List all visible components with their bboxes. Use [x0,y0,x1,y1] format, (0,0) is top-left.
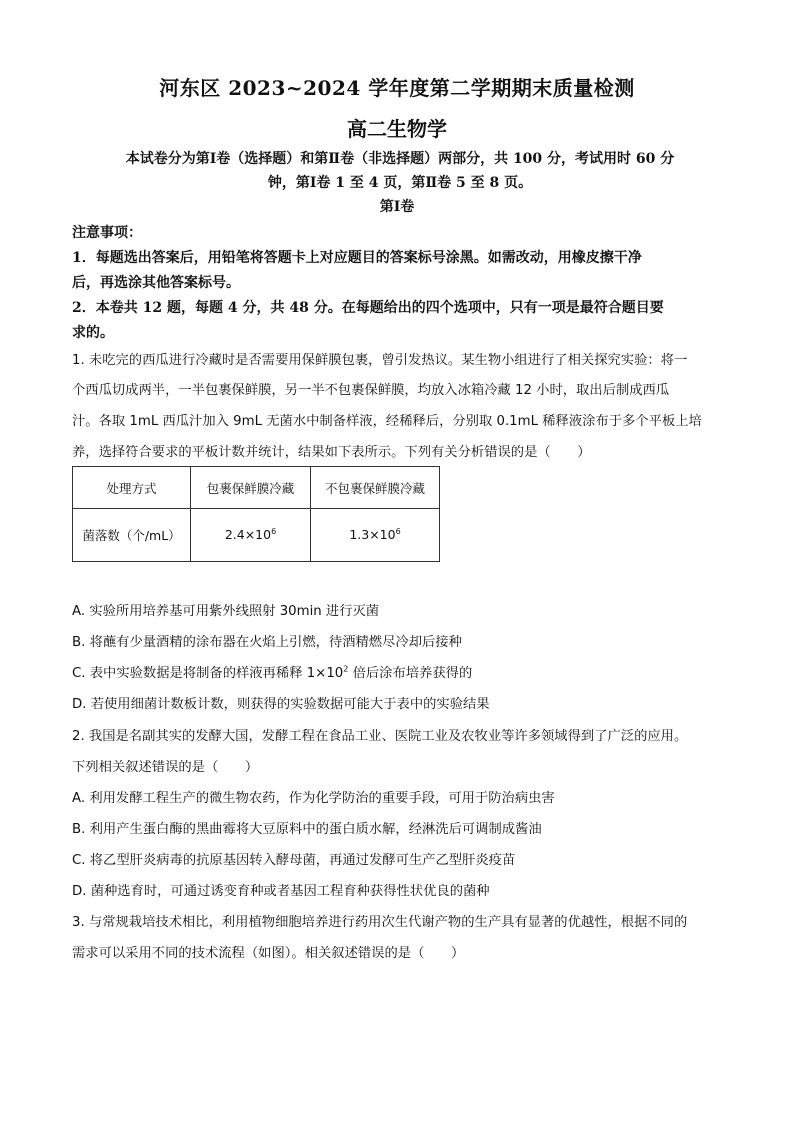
table-header-row [73,467,440,509]
q3-stem-line-2: 需求可以采用不同的技术流程（如图）。相关叙述错误的是（ ） [72,946,465,961]
table-row [73,509,440,562]
table-cell-unwrapped-count: $1.3\times 10^6$ [311,509,440,562]
q2-stem-line-1: 2. 我国是名副其实的发酵大国，发酵工程在食品工业、医院工业及农牧业等许多领域得到了广泛的应用。 [72,729,688,744]
intro-line-1: 本试卷分为第Ⅰ卷（选择题）和第Ⅱ卷（非选择题）两部分，共 100 分，考试用时 60 分 [125,151,675,167]
notes-heading: 注意事项： [72,225,142,241]
q1-option-b: B. 将蘸有少量酒精的涂布器在火焰上引燃，待酒精燃尽冷却后接种 [72,635,462,650]
q2-option-d: D. 菌种选育时，可通过诱变育种或者基因工程育种获得性状优良的菌种 [72,884,490,899]
q1-stem-line-1: 1. 未吃完的西瓜进行冷藏时是否需要用保鲜膜包裹，曾引发热议。某生物小组进行了相关探究实验：将一 [72,353,688,368]
q2-stem-line-2: 下列相关叙述错误的是（ ） [72,760,259,775]
q1-stem-line-3: 汁。各取 1mL 西瓜汁加入 9mL 无菌水中制备样液，经稀释后，分别取 0.1mL 稀释液涂布于多个平板上培 [72,414,702,429]
q2-option-b: B. 利用产生蛋白酶的黑曲霉将大豆原料中的蛋白质水解，经淋洗后可调制成酱油 [72,822,542,837]
note-1-line-1: 1．每题选出答案后，用铅笔将答题卡上对应题目的答案标号涂黑。如需改动，用橡皮擦干净 [72,250,642,266]
volume-heading: 第Ⅰ卷 [379,199,415,215]
q1-option-d: D. 若使用细菌计数板计数，则获得的实验数据可能大于表中的实验结果 [72,697,490,712]
exam-title: 河东区 2023~2024 学年度第二学期期末质量检测 [159,76,635,100]
q3-stem-line-1: 3. 与常规栽培技术相比，利用植物细胞培养进行药用次生代谢产物的生产具有显著的优越性，根据不同的 [72,915,688,930]
note-1-line-2: 后，再选涂其他答案标号。 [72,275,240,291]
note-2-line-2: 求的。 [72,325,114,341]
intro-line-2: 钟，第Ⅰ卷 1 至 4 页，第Ⅱ卷 5 至 8 页。 [267,175,533,191]
table-header-treatment: 处理方式 [73,467,191,509]
table-cell-wrapped-count: $2.4\times 10^6$ [191,509,311,562]
exam-subject: 高二生物学 [347,117,447,141]
note-2-line-1: 2．本卷共 12 题，每题 4 分，共 48 分。在每题给出的四个选项中，只有一项是最符合题目要 [72,300,664,316]
q1-option-c: C. 表中实验数据是将制备的样液再稀释 $1\times 10^2$ 倍后涂布培养获得的 [72,664,473,681]
table-header-wrapped: 包裹保鲜膜冷藏 [191,467,311,509]
table-row-label: 菌落数（个/mL） [73,509,191,562]
q2-option-a: A. 利用发酵工程生产的微生物农药，作为化学防治的重要手段，可用于防治病虫害 [72,791,555,806]
table-header-unwrapped: 不包裹保鲜膜冷藏 [311,467,440,509]
q1-option-a: A. 实验所用培养基可用紫外线照射 30min 进行灭菌 [72,604,380,619]
q2-option-c: C. 将乙型肝炎病毒的抗原基因转入酵母菌，再通过发酵可生产乙型肝炎疫苗 [72,853,516,868]
q1-result-table [72,466,440,562]
q1-stem-line-4: 养，选择符合要求的平板计数并统计，结果如下表所示。下列有关分析错误的是（ ） [72,445,591,460]
q1-stem-line-2: 个西瓜切成两半，一半包裹保鲜膜，另一半不包裹保鲜膜，均放入冰箱冷藏 12 小时，取出后制成西瓜 [72,383,670,398]
